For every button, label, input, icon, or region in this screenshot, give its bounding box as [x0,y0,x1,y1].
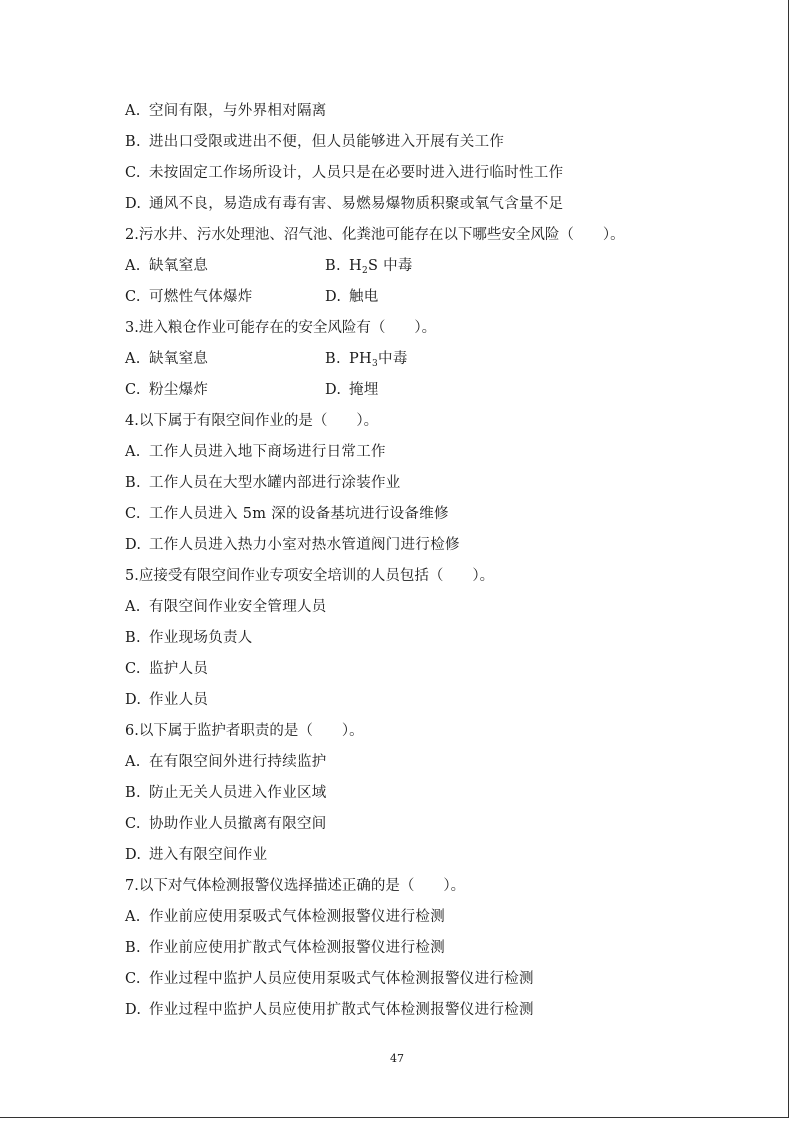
formula-base: H [349,258,362,274]
option-text: 防止无关人员进入作业区域 [149,785,327,801]
q6-option-c [125,809,725,840]
formula-subscript: 3 [372,359,379,369]
option-text: 通风不良，易造成有毒有害、易燃易爆物质积聚或氧气含量不足 [149,196,564,212]
q6-option-d [125,840,725,871]
q5-option-a [125,592,725,623]
option-text: 有限空间作业安全管理人员 [149,599,327,615]
q2-option-c [125,282,325,313]
option-letter: A. [125,599,141,615]
option-text: 缺氧窒息 [149,351,209,367]
q1-option-c [125,158,725,189]
option-text: 工作人员进入地下商场进行日常工作 [149,444,386,460]
option-text: 监护人员 [149,661,209,677]
option-letter: C. [125,971,141,987]
option-text: 触电 [349,289,379,305]
q2-options-row-1 [125,251,725,282]
q7-option-b [125,933,725,964]
q5-option-b [125,623,725,654]
option-text: 进入有限空间作业 [149,847,268,863]
option-letter: C. [125,165,141,181]
option-text: 作业过程中监护人员应使用扩散式气体检测报警仪进行检测 [149,1002,534,1018]
q6-option-a [125,747,725,778]
page-number: 47 [390,1052,404,1065]
option-text: 作业过程中监护人员应使用泵吸式气体检测报警仪进行检测 [149,971,534,987]
q4-option-c [125,499,725,530]
option-text: 作业前应使用泵吸式气体检测报警仪进行检测 [149,909,445,925]
document-body [125,96,725,1026]
option-letter: D. [125,692,142,708]
formula-subscript: 2 [361,266,368,276]
q3-stem: 3.进入粮仓作业可能存在的安全风险有（ ）。 [125,320,437,336]
q5-option-c [125,654,725,685]
q2-option-a [125,251,325,282]
option-text: 进出口受限或进出不便，但人员能够进入开展有关工作 [149,134,505,150]
q3-option-c [125,375,325,406]
q4-option-b [125,468,725,499]
option-letter: B. [125,940,141,956]
option-text: 未按固定工作场所设计，人员只是在必要时进入进行临时性工作 [149,165,564,181]
q1-option-d [125,189,725,220]
option-letter: D. [125,1002,142,1018]
q4-option-a [125,437,725,468]
q1-option-a [125,96,725,127]
option-letter: B. [125,630,141,646]
option-letter: C. [125,661,141,677]
option-text: 工作人员进入热力小室对热水管道阀门进行检修 [149,537,460,553]
q3-options-row-2 [125,375,725,406]
q7-option-d [125,995,725,1026]
option-letter: C. [125,816,141,832]
option-text: 在有限空间外进行持续监护 [149,754,327,770]
q3-option-a [125,344,325,375]
option-letter: B. [125,785,141,801]
option-text: 掩埋 [349,382,379,398]
q2-stem: 2.污水井、污水处理池、沼气池、化粪池可能存在以下哪些安全风险（ ）。 [125,227,625,243]
q3-option-d [325,375,525,406]
option-letter: B. [325,258,341,274]
option-letter: D. [125,196,142,212]
q6-stem: 6.以下属于监护者职责的是（ ）。 [125,723,364,739]
q4-stem: 4.以下属于有限空间作业的是（ ）。 [125,413,379,429]
q2-options-row-2 [125,282,725,313]
option-text: 缺氧窒息 [149,258,209,274]
option-letter: B. [125,475,141,491]
option-letter: A. [125,258,141,274]
option-text: 协助作业人员撤离有限空间 [149,816,327,832]
q7-option-c [125,964,725,995]
option-text: 作业前应使用扩散式气体检测报警仪进行检测 [149,940,445,956]
option-letter: D. [325,382,342,398]
q7-stem: 7.以下对气体检测报警仪选择描述正确的是（ ）。 [125,878,466,894]
option-text: 作业人员 [149,692,209,708]
option-letter: A. [125,351,141,367]
q2-option-b [325,251,525,282]
option-letter: C. [125,506,141,522]
option-letter: A. [125,103,141,119]
option-text: 工作人员进入 5m 深的设备基坑进行设备维修 [149,506,449,522]
option-letter: D. [125,847,142,863]
q6-option-b [125,778,725,809]
option-letter: C. [125,382,141,398]
option-text: S 中毒 [367,258,413,274]
q1-option-b [125,127,725,158]
q2-option-d [325,282,525,313]
q4-option-d [125,530,725,561]
option-letter: D. [325,289,342,305]
formula-base: PH [349,351,373,367]
option-letter: C. [125,289,141,305]
option-text: 可燃性气体爆炸 [149,289,253,305]
q5-stem: 5.应接受有限空间作业专项安全培训的人员包括（ ）。 [125,568,495,584]
option-letter: B. [125,134,141,150]
option-text: 空间有限，与外界相对隔离 [149,103,327,119]
q3-options-row-1 [125,344,725,375]
option-text: 粉尘爆炸 [149,382,209,398]
option-letter: B. [325,351,341,367]
option-letter: D. [125,537,142,553]
option-text: 工作人员在大型水罐内部进行涂装作业 [149,475,401,491]
option-letter: A. [125,444,141,460]
option-letter: A. [125,754,141,770]
q7-option-a [125,902,725,933]
option-text: 作业现场负责人 [149,630,253,646]
q3-option-b [325,344,525,375]
option-letter: A. [125,909,141,925]
q5-option-d [125,685,725,716]
option-text: 中毒 [378,351,408,367]
